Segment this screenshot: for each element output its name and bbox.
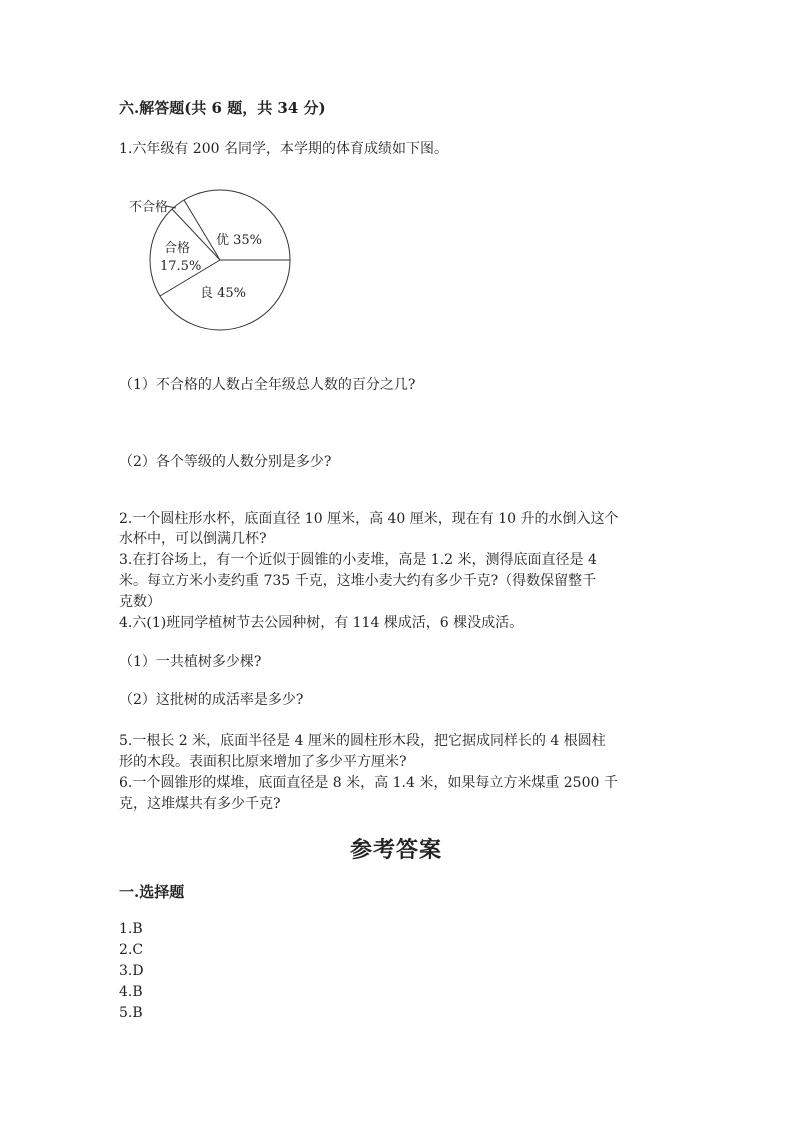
q1-stem: 1.六年级有 200 名同学，本学期的体育成绩如下图。 [119,141,448,157]
answer-item: 1.B [119,921,143,937]
q5-line1: 5.一根长 2 米，底面半径是 4 厘米的圆柱形木段，把它据成同样长的 4 根圆柱 [119,733,606,749]
section-heading: 六.解答题(共 6 题，共 34 分) [119,99,326,117]
q3-line2: 米。每立方米小麦约重 735 千克，这堆小麦大约有多少千克?（得数保留整千 [119,573,597,589]
q1-sub2: （2）各个等级的人数分别是多少? [119,454,332,470]
pie-label-excellent: 优 35% [216,233,263,248]
q6-line1: 6.一个圆锥形的煤堆，底面直径是 8 米，高 1.4 米，如果每立方米煤重 2500 千 [119,775,618,791]
q5-line2: 形的木段。表面积比原来增加了多少平方厘米? [119,754,407,770]
q4-sub2: （2）这批树的成活率是多少? [119,692,304,708]
q6-line2: 克，这堆煤共有多少千克? [119,796,281,812]
answer-item: 4.B [119,984,143,1000]
pie-label-fail: 不合格 [129,200,169,215]
q3-line3: 克数） [119,594,161,610]
pie-label-good: 良 45% [200,286,247,301]
pie-label-pass-pct: 17.5% [160,259,202,274]
q1-sub1: （1）不合格的人数占全年级总人数的百分之几? [119,377,416,393]
answer-item: 5.B [119,1005,143,1021]
answers-title: 参考答案 [350,837,443,863]
q2-line2: 水杯中，可以倒满几杯? [119,531,267,547]
pie-chart [118,186,293,334]
q4-stem: 4.六(1)班同学植树节去公园种树，有 114 棵成活，6 棵没成活。 [119,615,524,631]
answers-section-heading: 一.选择题 [119,883,185,901]
q3-line1: 3.在打谷场上，有一个近似于圆锥的小麦堆，高是 1.2 米，测得底面直径是 4 [119,552,597,568]
answer-item: 2.C [119,942,144,958]
q2-line1: 2.一个圆柱形水杯，底面直径 10 厘米，高 40 厘米，现在有 10 升的水倒入这个 [119,511,619,527]
answer-item: 3.D [119,963,144,979]
pie-label-pass: 合格 [164,241,191,256]
q4-sub1: （1）一共植树多少棵? [119,654,262,670]
